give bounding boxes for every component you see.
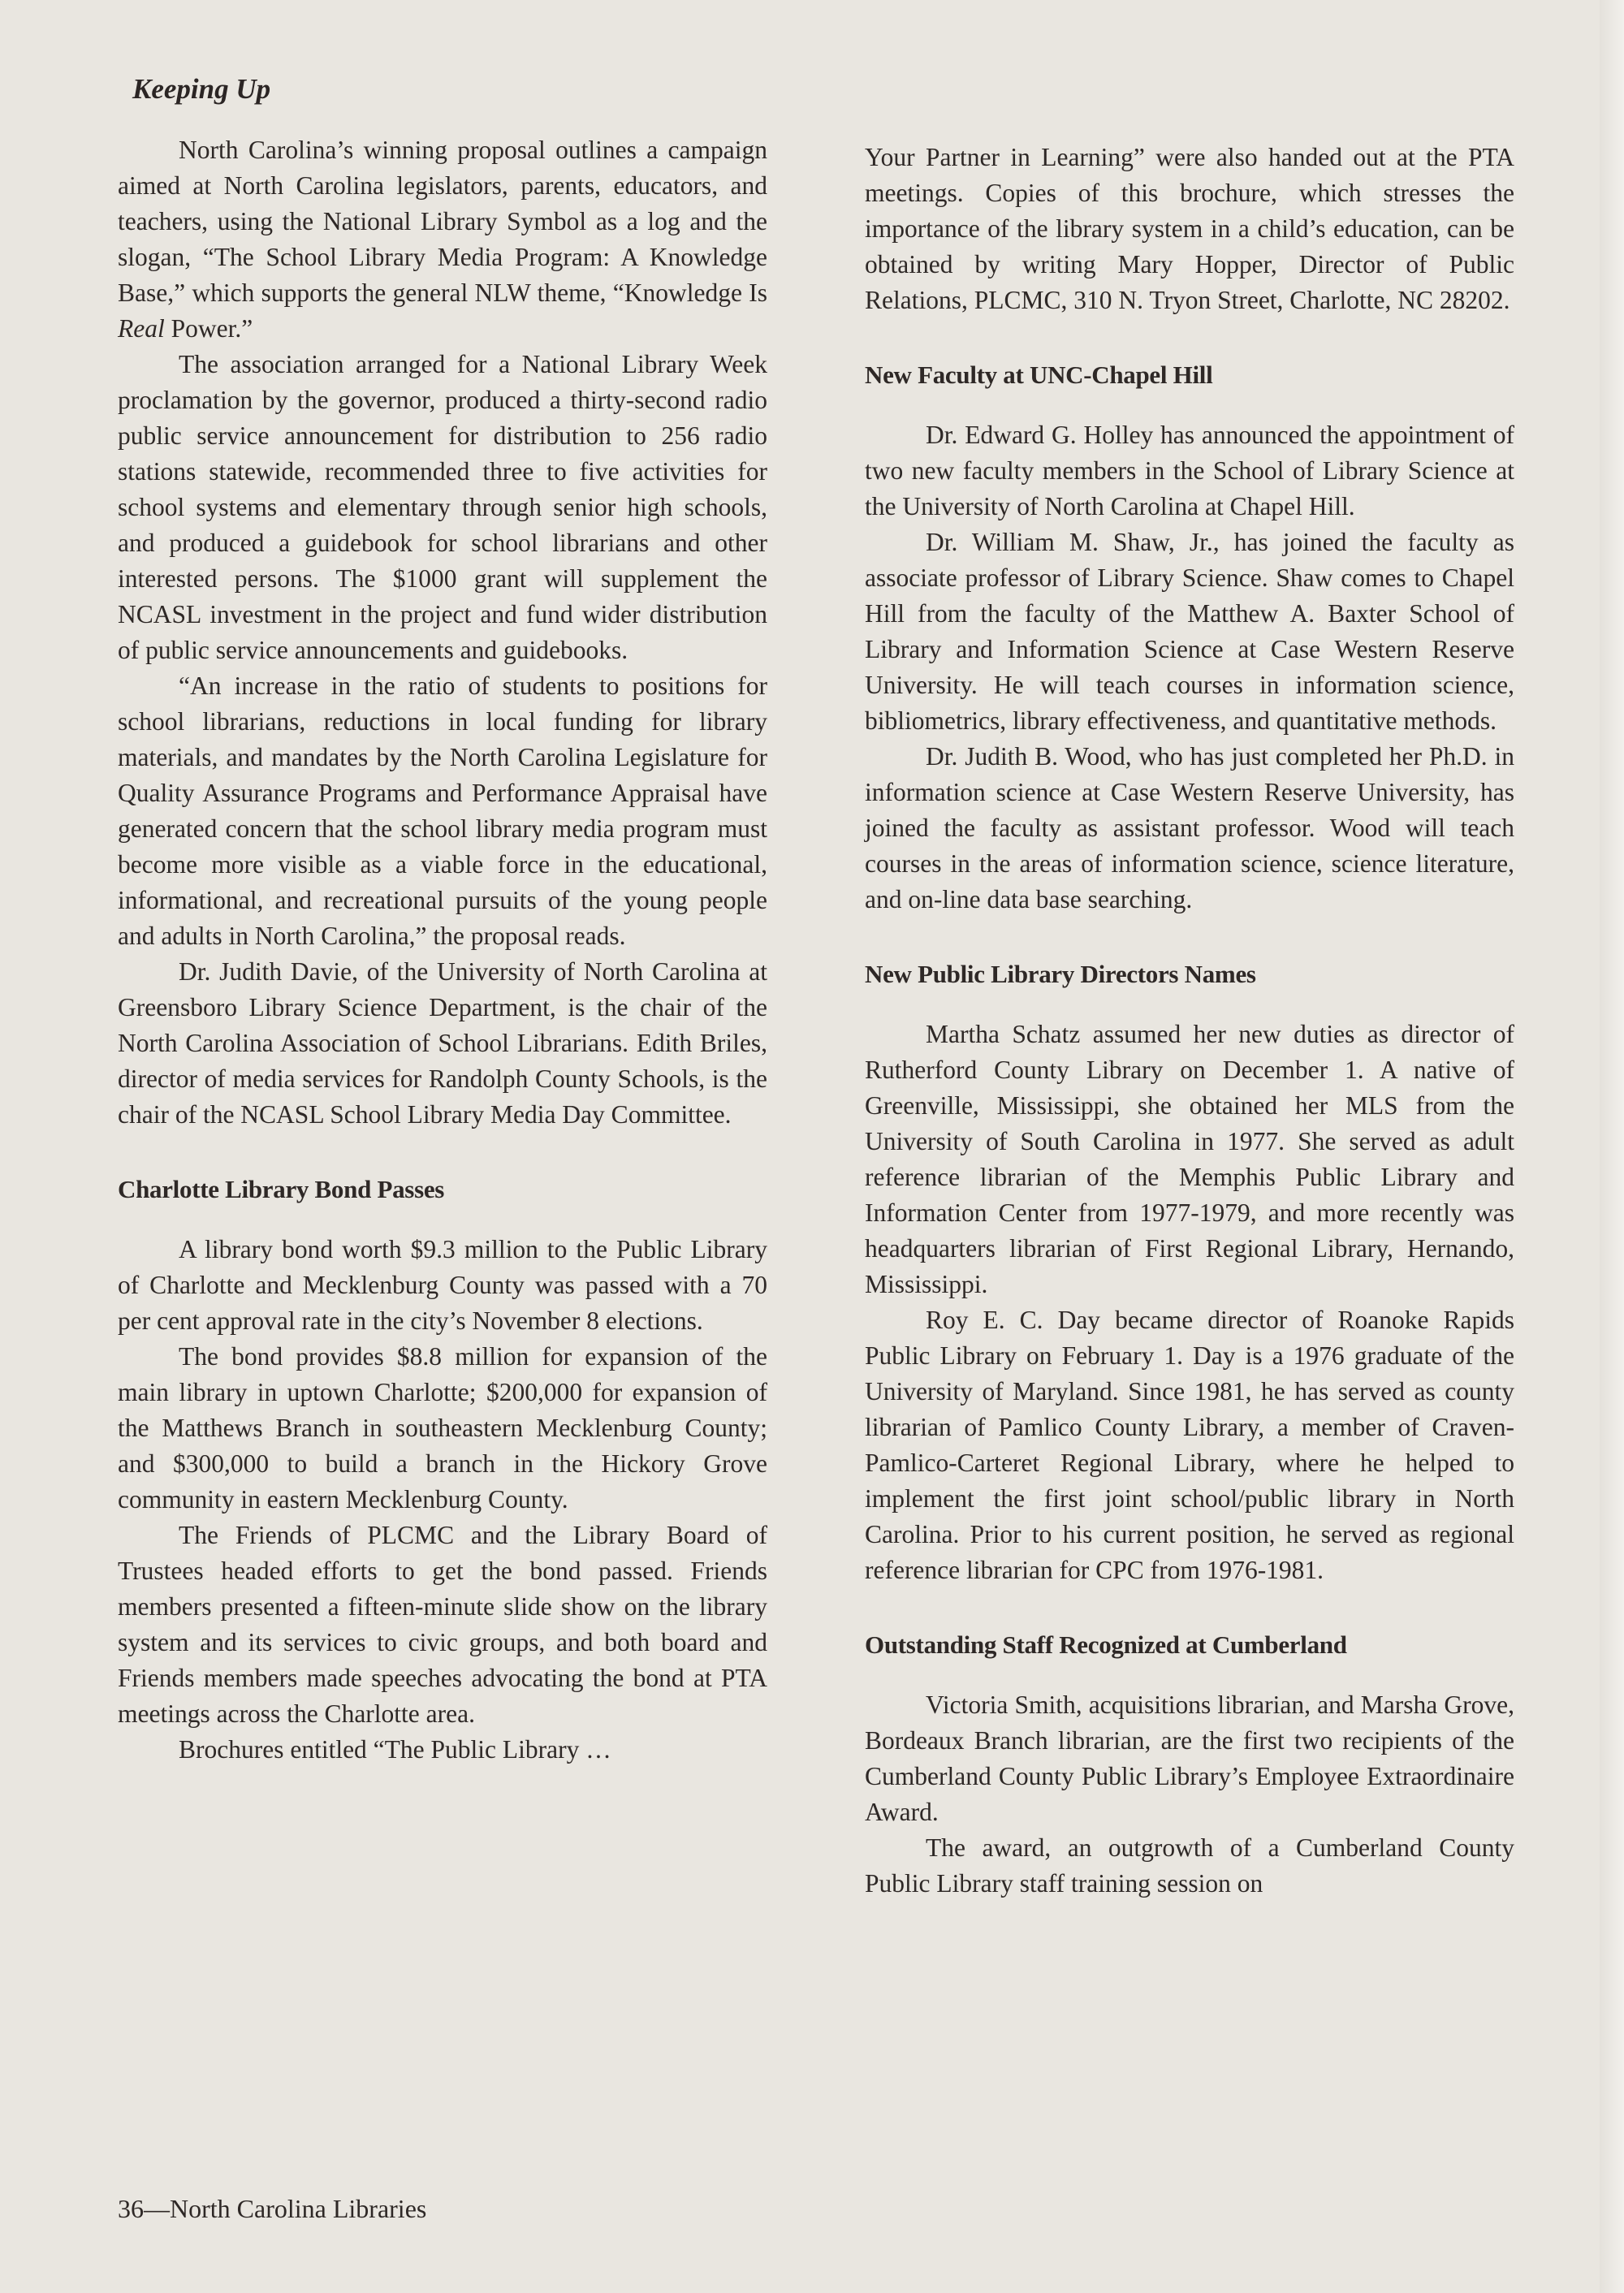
- paragraph-bond-worth: A library bond worth $9.3 million to the Public Library of Charlotte and Mecklenburg County was passed with a 70 per cent approval rate in the city’s November 8 elections.: [118, 1235, 767, 1335]
- paragraph-davie: Dr. Judith Davie, of the University of North Carolina at Greensboro Library Science Department, is the chair of the North Carolina Association of School Librarians. Edith Briles, director of media services for Randolph County Schools, is the chair of the NCASL School Library Media Day Committee.: [118, 957, 767, 1129]
- running-head: Keeping Up: [132, 73, 271, 105]
- paragraph-bond-provides: The bond provides $8.8 million for expansion of the main library in uptown Charlotte; $200,000 for expansion of the Matthews Branch in southeastern Mecklenburg County; and $300,000 to build a branch in the Hickory Grove community in eastern Mecklenburg County.: [118, 1342, 767, 1514]
- paragraph-smith-grove: Victoria Smith, acquisitions librarian, and Marsha Grove, Bordeaux Branch librarian, are the first two recipients of the Cumberland County Public Library’s Employee Extraordinaire Award.: [865, 1691, 1514, 1826]
- paragraph-quote: “An increase in the ratio of students to positions for school librarians, reductions in local funding for library materials, and mandates by the North Carolina Legislature for Quality Assurance Programs and Performance Appraisal have generated concern that the school library media program must become more visible as a viable force in the educational, informational, and recreational pursuits of the young people and adults in North Carolina,” the proposal reads.: [118, 671, 767, 950]
- paragraph-text: Power.”: [164, 314, 253, 343]
- italic-emphasis: Real: [118, 314, 165, 343]
- heading-cumberland: Outstanding Staff Recognized at Cumberland: [865, 1630, 1347, 1659]
- right-column: [865, 140, 1514, 1902]
- paragraph-schatz: Martha Schatz assumed her new duties as director of Rutherford County Library on December 1. A native of Greenville, Mississippi, she obtained her MLS from the University of South Carolina in 1977. She served as adult reference librarian of the Memphis Public Library and Information Center from 1977-1979, and more recently was headquarters librarian of First Regional Library, Hernando, Mississippi.: [865, 1020, 1514, 1298]
- page-folio: 36—North Carolina Libraries: [118, 2194, 427, 2223]
- paragraph-brochures: Brochures entitled “The Public Library …: [179, 1735, 611, 1764]
- paragraph-day: Roy E. C. Day became director of Roanoke Rapids Public Library on February 1. Day is a 1976 graduate of the University of Maryland. Since 1981, he has served as county librarian of Pamlico County Library, a member of Craven-Pamlico-Carteret Regional Library, where he helped to implement the first joint school/public library in North Carolina. Prior to his current position, he served as regional reference librarian for CPC from 1976-1981.: [865, 1306, 1514, 1584]
- paragraph-text: North Carolina’s winning proposal outlines a campaign aimed at North Carolina legislators, parents, educators, and teachers, using the National Library Symbol as a log and the slogan, “The School Library Media Program: A Knowledge Base,” which supports the general NLW theme, “Knowledge Is: [118, 136, 767, 307]
- page-edge: [1600, 0, 1624, 2293]
- heading-charlotte-bond: Charlotte Library Bond Passes: [118, 1175, 445, 1203]
- left-column: [118, 132, 767, 1768]
- heading-library-directors: New Public Library Directors Names: [865, 960, 1256, 988]
- paragraph-shaw: Dr. William M. Shaw, Jr., has joined the faculty as associate professor of Library Science. Shaw comes to Chapel Hill from the faculty of the Matthew A. Baxter School of Library and Information Science at Case Western Reserve University. He will teach courses in information science, bibliometrics, library effectiveness, and quantitative methods.: [865, 528, 1514, 735]
- paragraph-holley: Dr. Edward G. Holley has announced the appointment of two new faculty members in the School of Library Science at the University of North Carolina at Chapel Hill.: [865, 421, 1514, 520]
- paragraph-nlw-proposal: [118, 132, 767, 347]
- paragraph-wood: Dr. Judith B. Wood, who has just completed her Ph.D. in information science at Case Western Reserve University, has joined the faculty as assistant professor. Wood will teach courses in the areas of information science, science literature, and on-line data base searching.: [865, 742, 1514, 913]
- paragraph-friends: The Friends of PLCMC and the Library Board of Trustees headed efforts to get the bond passed. Friends members presented a fifteen-minute slide show on the library system and its services to civic groups, and both board and Friends members made speeches advocating the bond at PTA meetings across the Charlotte area.: [118, 1521, 767, 1728]
- paragraph-association: The association arranged for a National Library Week proclamation by the governor, produced a thirty-second radio public service announcement for distribution to 256 radio stations statewide, recommended three to five activities for school systems and elementary through senior high schools, and produced a guidebook for school librarians and other interested persons. The $1000 grant will supplement the NCASL investment in the project and fund wider distribution of public service announcements and guidebooks.: [118, 350, 767, 664]
- paragraph-award: The award, an outgrowth of a Cumberland County Public Library staff training session on: [865, 1833, 1514, 1898]
- paragraph-continuation: Your Partner in Learning” were also handed out at the PTA meetings. Copies of this brochure, which stresses the importance of the library system in a child’s education, can be obtained by writing Mary Hopper, Director of Public Relations, PLCMC, 310 N. Tryon Street, Charlotte, NC 28202.: [865, 143, 1514, 314]
- heading-unc-faculty: New Faculty at UNC-Chapel Hill: [865, 361, 1213, 389]
